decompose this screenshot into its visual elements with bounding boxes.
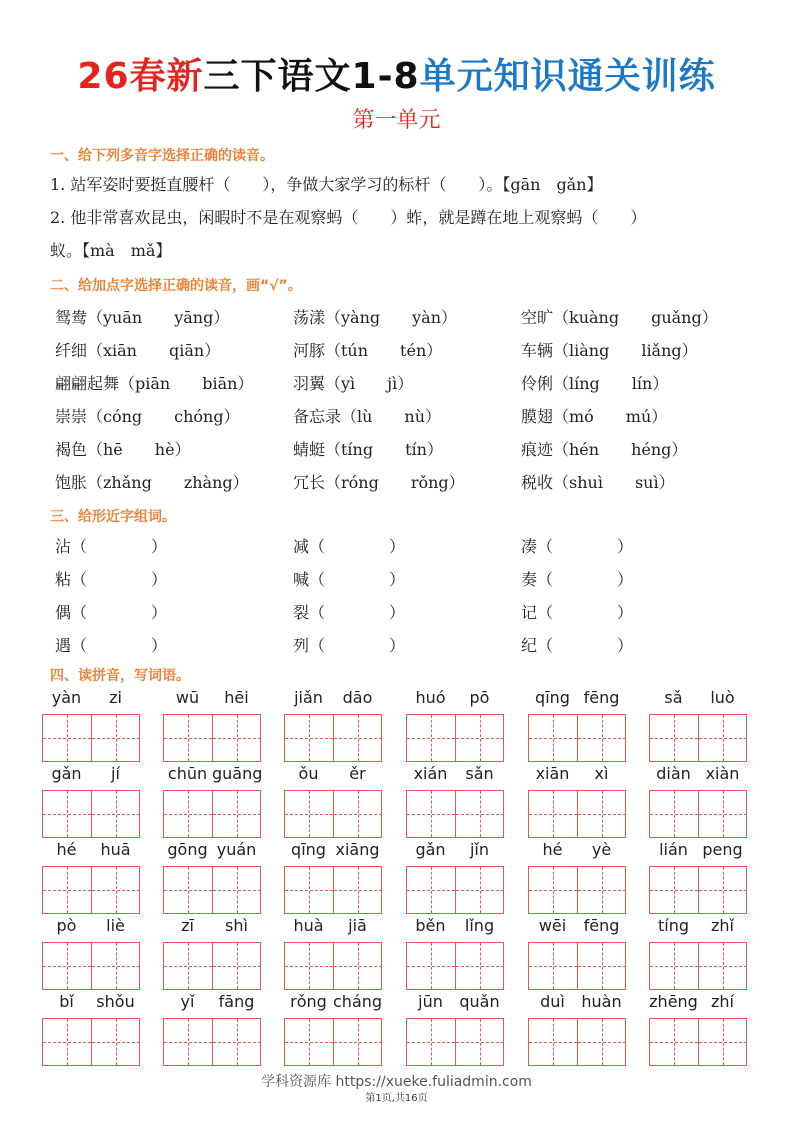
character-box[interactable] [164, 867, 212, 913]
pinyin-word-cell [42, 764, 140, 840]
writing-grid[interactable] [284, 714, 382, 762]
q3-item: 减（ ） [293, 537, 406, 556]
q2-item: 税收（shuì suì） [521, 473, 675, 492]
pinyin-syllable: cháng [333, 992, 383, 1011]
character-box[interactable] [212, 1019, 261, 1065]
character-box[interactable] [43, 715, 91, 761]
pinyin-word-cell [42, 916, 140, 992]
q3-item: 偶（ ） [55, 603, 168, 622]
pinyin-syllable: huàn [581, 992, 622, 1011]
pinyin-word-cell [649, 992, 747, 1068]
writing-grid[interactable] [528, 942, 626, 990]
character-box[interactable] [43, 1019, 91, 1065]
q3-item: 沾（ ） [55, 537, 168, 556]
character-box[interactable] [212, 867, 261, 913]
pinyin-syllable: luò [710, 688, 735, 707]
pinyin-word-cell [284, 840, 382, 916]
page-title [0, 48, 793, 99]
q3-item: 记（ ） [521, 603, 634, 622]
character-box[interactable] [455, 943, 504, 989]
pinyin-word-cell [284, 688, 382, 764]
character-box[interactable] [407, 867, 455, 913]
character-box[interactable] [212, 943, 261, 989]
pinyin-syllable: yàn [51, 688, 82, 707]
character-box[interactable] [650, 867, 698, 913]
character-box[interactable] [577, 1019, 626, 1065]
pinyin-syllable: huà [293, 916, 324, 935]
q2-item: 伶俐（líng lín） [521, 374, 669, 393]
q2-item: 空旷（kuàng guǎng） [521, 308, 718, 327]
pinyin-syllable: xì [594, 764, 609, 783]
pinyin-syllable: diàn [656, 764, 691, 783]
pinyin-syllable: hé [56, 840, 77, 859]
pinyin-syllable: xiān [535, 764, 570, 783]
character-box[interactable] [333, 943, 382, 989]
pinyin-word-cell [528, 688, 626, 764]
pinyin-syllable: sǎ [664, 688, 683, 707]
character-box[interactable] [43, 791, 91, 837]
character-box[interactable] [91, 1019, 140, 1065]
writing-grid[interactable] [649, 1018, 747, 1066]
writing-grid[interactable] [528, 790, 626, 838]
character-box[interactable] [164, 715, 212, 761]
pinyin-syllable: quǎn [459, 992, 500, 1011]
character-box[interactable] [285, 867, 333, 913]
pinyin-word-cell [406, 992, 504, 1068]
pinyin-syllable: xiàn [705, 764, 740, 783]
q2-item: 膜翅（mó mú） [521, 407, 668, 426]
pinyin-syllable: yuán [216, 840, 257, 859]
pinyin-syllable: zī [181, 916, 194, 935]
character-box[interactable] [455, 791, 504, 837]
q3-item: 喊（ ） [293, 570, 406, 589]
character-box[interactable] [698, 943, 747, 989]
pinyin-syllable: peng [702, 840, 743, 859]
pinyin-syllable: yǐ [180, 992, 195, 1011]
writing-grid[interactable] [163, 866, 261, 914]
pinyin-word-cell [528, 916, 626, 992]
pinyin-syllable: hēi [224, 688, 249, 707]
character-box[interactable] [285, 715, 333, 761]
pinyin-word-cell [284, 992, 382, 1068]
pinyin-syllable: jūn [418, 992, 443, 1011]
character-box[interactable] [455, 1019, 504, 1065]
pinyin-word-cell [42, 688, 140, 764]
pinyin-syllable: jǐn [469, 840, 490, 859]
pinyin-syllable: lǐng [464, 916, 495, 935]
writing-grid[interactable] [163, 1018, 261, 1066]
pinyin-syllable: shì [225, 916, 248, 935]
character-box[interactable] [529, 715, 577, 761]
character-box[interactable] [407, 943, 455, 989]
pinyin-syllable: tíng [657, 916, 689, 935]
pinyin-word-cell [406, 688, 504, 764]
section-4-heading: 四、读拼音，写词语。 [50, 668, 190, 684]
q1-line-1: 1. 站军姿时要挺直腰杆（ ），争做大家学习的标杆（ ）。【gān gǎn】 [50, 175, 603, 194]
pinyin-word-cell [649, 840, 747, 916]
character-box[interactable] [455, 715, 504, 761]
writing-grid[interactable] [163, 790, 261, 838]
pinyin-word-cell [163, 688, 261, 764]
q2-item: 饱胀（zhǎng zhàng） [55, 473, 249, 492]
character-box[interactable] [285, 943, 333, 989]
character-box[interactable] [285, 1019, 333, 1065]
character-box[interactable] [91, 715, 140, 761]
pinyin-syllable: wēi [538, 916, 567, 935]
q2-item: 褐色（hē hè） [55, 440, 191, 459]
unit-title: 第一单元 [352, 108, 441, 133]
q3-item: 纪（ ） [521, 636, 634, 655]
writing-grid[interactable] [528, 1018, 626, 1066]
character-box[interactable] [650, 715, 698, 761]
q2-item: 纤细（xiān qiān） [55, 341, 221, 360]
character-box[interactable] [333, 715, 382, 761]
writing-grid[interactable] [284, 790, 382, 838]
pinyin-syllable: huā [100, 840, 131, 859]
character-box[interactable] [407, 791, 455, 837]
writing-grid[interactable] [406, 790, 504, 838]
character-box[interactable] [164, 1019, 212, 1065]
writing-grid[interactable] [163, 714, 261, 762]
pinyin-syllable: shǒu [96, 992, 135, 1011]
writing-grid[interactable] [163, 942, 261, 990]
section-1-heading: 一、给下列多音字选择正确的读音。 [50, 148, 274, 164]
pinyin-syllable: hé [542, 840, 563, 859]
section-3-heading: 三、给形近字组词。 [50, 509, 176, 525]
character-box[interactable] [91, 943, 140, 989]
writing-grid[interactable] [42, 1018, 140, 1066]
character-box[interactable] [212, 715, 261, 761]
character-box[interactable] [333, 867, 382, 913]
pinyin-word-cell [163, 764, 261, 840]
pinyin-syllable: běn [415, 916, 446, 935]
writing-grid[interactable] [528, 714, 626, 762]
pinyin-syllable: guāng [212, 764, 263, 783]
writing-grid[interactable] [42, 942, 140, 990]
pinyin-word-cell [649, 764, 747, 840]
q2-item: 车辆（liàng liǎng） [521, 341, 698, 360]
character-box[interactable] [91, 867, 140, 913]
character-box[interactable] [577, 791, 626, 837]
title-blue: 单元知识通关训练 [419, 56, 716, 97]
q2-item: 羽翼（yì jì） [293, 374, 414, 393]
pinyin-word-cell [163, 840, 261, 916]
footer-source: 学科资源库 https://xueke.fuliadmin.com [261, 1074, 532, 1090]
writing-grid[interactable] [649, 942, 747, 990]
pinyin-syllable: sǎn [465, 764, 494, 783]
writing-grid[interactable] [284, 942, 382, 990]
pinyin-word-cell [406, 916, 504, 992]
pinyin-syllable: zhǐ [711, 916, 734, 935]
pinyin-syllable: qīng [535, 688, 570, 707]
q2-item: 鸳鸯（yuān yāng） [55, 308, 230, 327]
pinyin-syllable: pō [469, 688, 490, 707]
q3-item: 遇（ ） [55, 636, 168, 655]
writing-grid[interactable] [42, 790, 140, 838]
writing-grid[interactable] [284, 1018, 382, 1066]
pinyin-syllable: bǐ [59, 992, 74, 1011]
character-box[interactable] [577, 943, 626, 989]
pinyin-word-cell [649, 916, 747, 992]
q3-item: 列（ ） [293, 636, 406, 655]
q3-item: 奏（ ） [521, 570, 634, 589]
character-box[interactable] [91, 791, 140, 837]
character-box[interactable] [407, 1019, 455, 1065]
character-box[interactable] [407, 715, 455, 761]
character-box[interactable] [529, 867, 577, 913]
pinyin-syllable: lián [659, 840, 688, 859]
character-box[interactable] [529, 943, 577, 989]
character-box[interactable] [164, 943, 212, 989]
pinyin-syllable: liè [106, 916, 125, 935]
character-box[interactable] [650, 791, 698, 837]
q3-item: 裂（ ） [293, 603, 406, 622]
pinyin-syllable: ǒu [298, 764, 319, 783]
pinyin-word-cell [42, 840, 140, 916]
writing-grid[interactable] [528, 866, 626, 914]
page-number: 第1页,共16页 [365, 1093, 428, 1104]
character-box[interactable] [698, 867, 747, 913]
pinyin-syllable: ěr [349, 764, 366, 783]
q3-item: 凑（ ） [521, 537, 634, 556]
pinyin-syllable: pò [56, 916, 77, 935]
character-box[interactable] [577, 867, 626, 913]
pinyin-syllable: wū [175, 688, 200, 707]
character-box[interactable] [43, 943, 91, 989]
pinyin-syllable: huó [415, 688, 446, 707]
character-box[interactable] [455, 867, 504, 913]
writing-grid[interactable] [284, 866, 382, 914]
pinyin-word-cell [163, 992, 261, 1068]
q2-item: 冗长（róng rǒng） [293, 473, 465, 492]
pinyin-syllable: duì [540, 992, 565, 1011]
pinyin-syllable: xián [413, 764, 448, 783]
character-box[interactable] [333, 791, 382, 837]
writing-grid[interactable] [649, 790, 747, 838]
q1-line-3: 蚁。【mà mǎ】 [50, 241, 172, 260]
pinyin-syllable: chūn [167, 764, 208, 783]
pinyin-word-cell [528, 764, 626, 840]
q2-item: 翩翩起舞（piān biān） [55, 374, 254, 393]
pinyin-syllable: zi [109, 688, 122, 707]
writing-grid[interactable] [649, 714, 747, 762]
character-box[interactable] [650, 1019, 698, 1065]
pinyin-word-cell [284, 764, 382, 840]
pinyin-word-cell [528, 992, 626, 1068]
character-box[interactable] [164, 791, 212, 837]
writing-grid[interactable] [406, 714, 504, 762]
writing-grid[interactable] [406, 942, 504, 990]
section-2-heading: 二、给加点字选择正确的读音，画“√”。 [50, 278, 302, 294]
q2-item: 河豚（tún tén） [293, 341, 443, 360]
pinyin-word-cell [163, 916, 261, 992]
pinyin-syllable: zhēng [649, 992, 698, 1011]
character-box[interactable] [333, 1019, 382, 1065]
pinyin-word-cell [528, 840, 626, 916]
pinyin-syllable: fāng [218, 992, 255, 1011]
pinyin-syllable: zhí [711, 992, 734, 1011]
pinyin-syllable: gǎn [415, 840, 446, 859]
character-box[interactable] [698, 1019, 747, 1065]
pinyin-syllable: rǒng [290, 992, 327, 1011]
character-box[interactable] [529, 1019, 577, 1065]
pinyin-word-cell [42, 992, 140, 1068]
writing-grid[interactable] [42, 866, 140, 914]
q2-item: 蜻蜓（tíng tín） [293, 440, 443, 459]
q2-item: 荡漾（yàng yàn） [293, 308, 458, 327]
pinyin-syllable: jiǎn [294, 688, 323, 707]
q3-item: 粘（ ） [55, 570, 168, 589]
writing-grid[interactable] [42, 714, 140, 762]
pinyin-word-cell [406, 764, 504, 840]
pinyin-syllable: dāo [342, 688, 373, 707]
writing-grid[interactable] [406, 1018, 504, 1066]
pinyin-syllable: gōng [167, 840, 208, 859]
q2-item: 痕迹（hén héng） [521, 440, 688, 459]
pinyin-syllable: yè [591, 840, 612, 859]
character-box[interactable] [698, 715, 747, 761]
pinyin-syllable: fēng [583, 916, 620, 935]
title-red: 26春新 [77, 56, 204, 97]
character-box[interactable] [577, 715, 626, 761]
q1-line-2: 2. 他非常喜欢昆虫，闲暇时不是在观察蚂（ ）蚱，就是蹲在地上观察蚂（ ） [50, 208, 647, 227]
writing-grid[interactable] [649, 866, 747, 914]
character-box[interactable] [650, 943, 698, 989]
pinyin-syllable: gǎn [51, 764, 82, 783]
pinyin-syllable: fēng [583, 688, 620, 707]
character-box[interactable] [285, 791, 333, 837]
character-box[interactable] [212, 791, 261, 837]
title-black: 三下语文1-8 [203, 56, 420, 97]
writing-grid[interactable] [406, 866, 504, 914]
character-box[interactable] [698, 791, 747, 837]
pinyin-syllable: xiāng [335, 840, 380, 859]
character-box[interactable] [529, 791, 577, 837]
pinyin-word-cell [406, 840, 504, 916]
pinyin-syllable: jiā [348, 916, 367, 935]
q2-item: 崇崇（cóng chóng） [55, 407, 240, 426]
pinyin-syllable: qīng [291, 840, 326, 859]
pinyin-word-cell [284, 916, 382, 992]
pinyin-word-cell [649, 688, 747, 764]
q2-item: 备忘录（lù nù） [293, 407, 442, 426]
character-box[interactable] [43, 867, 91, 913]
pinyin-syllable: jí [111, 764, 120, 783]
